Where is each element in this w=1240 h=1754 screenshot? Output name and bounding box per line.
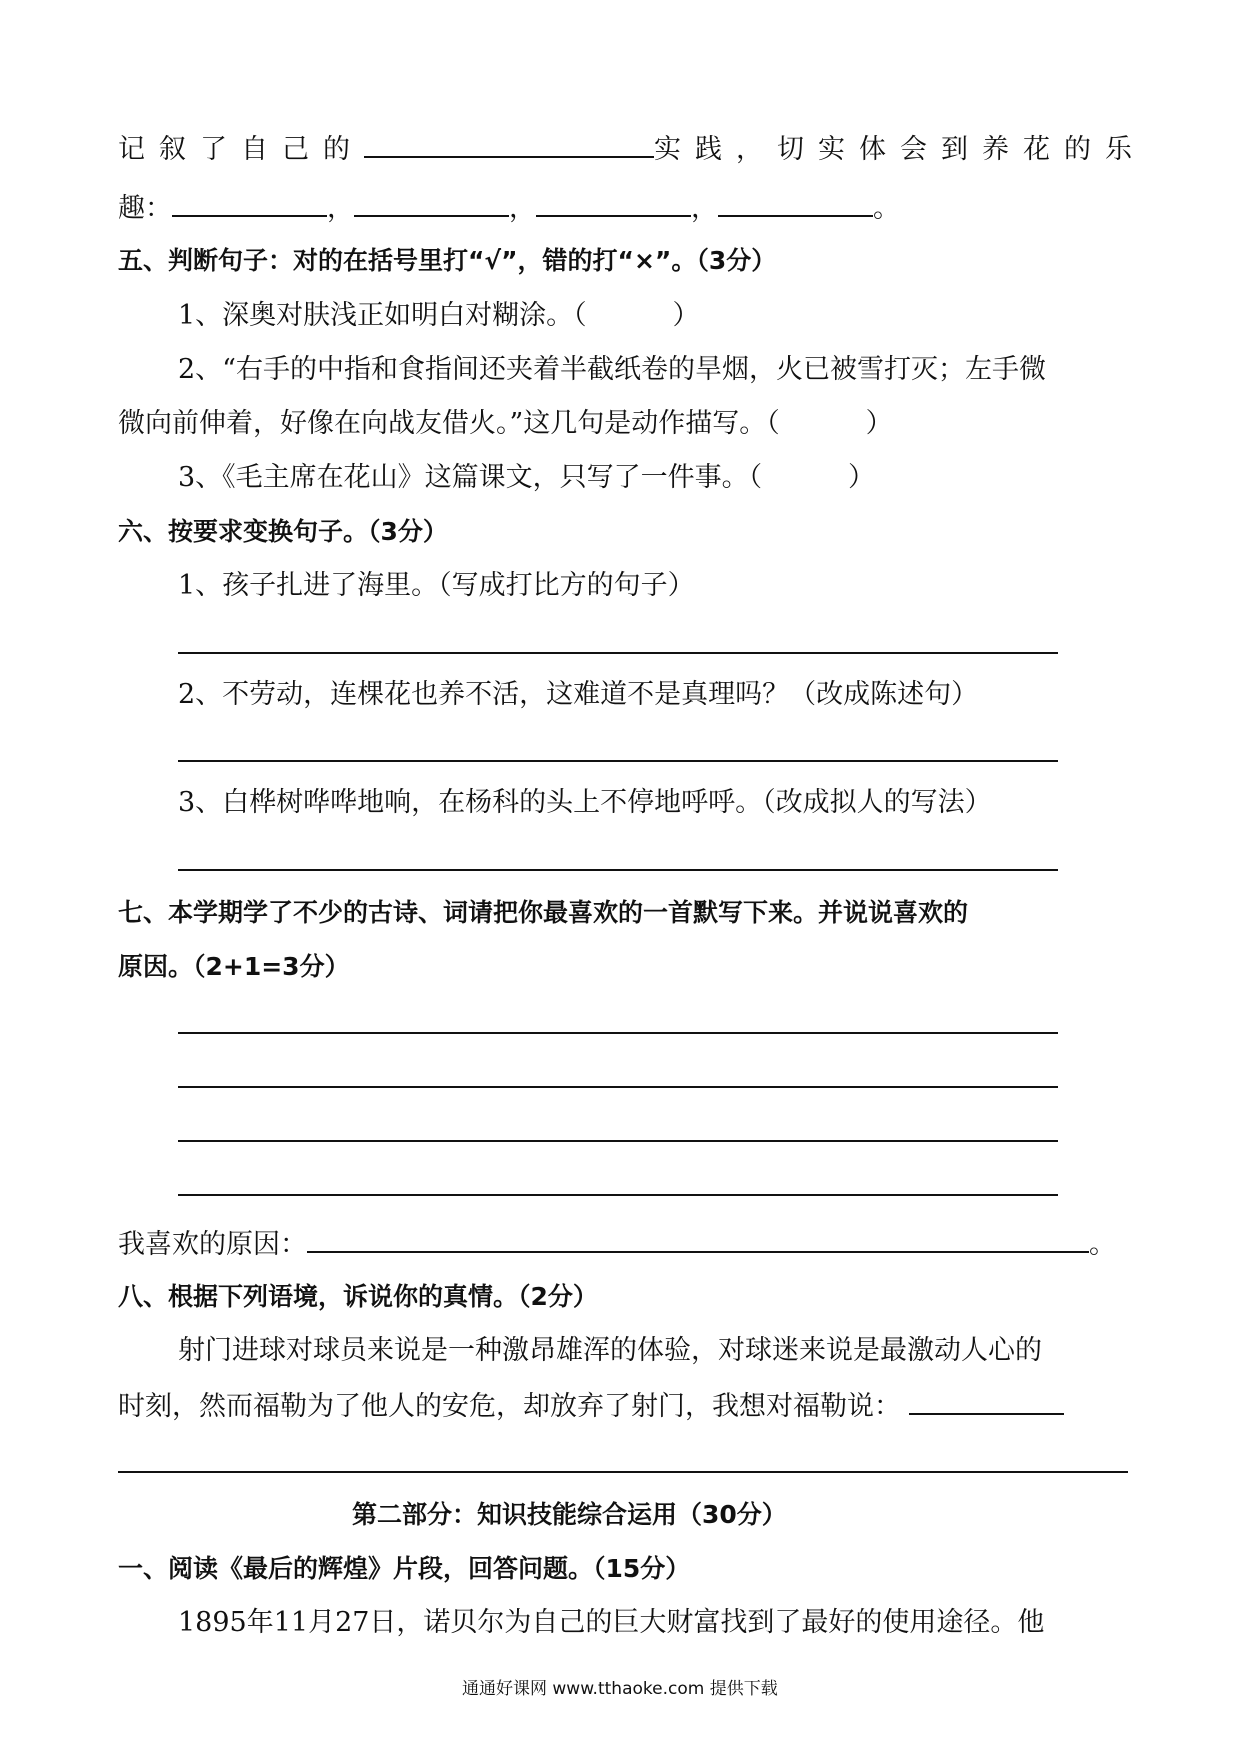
part-2-title: 第二部分：知识技能综合运用（30分） [352, 1500, 787, 1529]
comma: ， [327, 193, 354, 224]
fill-blank[interactable] [909, 1387, 1064, 1415]
question-5-1: 1、深奥对肤浅正如明白对糊涂。（ ） [178, 300, 700, 331]
fill-blank[interactable] [172, 189, 327, 217]
reading-passage: 1895年11月27日，诺贝尔为自己的巨大财富找到了最好的使用途径。他 [178, 1607, 1045, 1638]
answer-line[interactable] [178, 1194, 1058, 1196]
section-6-title: 六、按要求变换句子。（3分） [118, 517, 448, 546]
section-8-text-cont [118, 1387, 1064, 1425]
question-5-2-cont: 微向前伸着，好像在向战友借火。”这几句是动作描写。（ ） [118, 408, 893, 439]
section-5-title: 五、判断句子：对的在括号里打“√”，错的打“×”。（3分） [118, 246, 777, 275]
answer-line[interactable] [178, 760, 1058, 762]
section-8-text: 射门进球对球员来说是一种激昂雄浑的体验，对球迷来说是最激动人心的 [178, 1335, 1042, 1366]
answer-line[interactable] [178, 652, 1058, 654]
question-6-3: 3、白桦树哗哗地响，在杨科的头上不停地呼呼。（改成拟人的写法） [178, 787, 992, 818]
reason-label: 我喜欢的原因： [118, 1229, 307, 1260]
text-line [118, 130, 1146, 168]
fill-in-text: 记叙了自己的 [118, 134, 364, 165]
period: 。 [1089, 1229, 1116, 1260]
fill-blank[interactable] [354, 189, 509, 217]
answer-line[interactable] [178, 1086, 1058, 1088]
question-6-1: 1、孩子扎进了海里。（写成打比方的句子） [178, 570, 695, 601]
fill-blank[interactable] [364, 130, 654, 158]
page-footer: 通通好课网 www.tthaoke.com 提供下载 [462, 1679, 778, 1699]
comma: ， [509, 193, 536, 224]
question-6-2: 2、不劳动，连棵花也养不活，这难道不是真理吗？（改成陈述句） [178, 679, 979, 710]
section-7-title: 七、本学期学了不少的古诗、词请把你最喜欢的一首默写下来。并说说喜欢的 [118, 898, 969, 927]
reason-line [118, 1225, 1116, 1263]
period: 。 [873, 193, 900, 224]
question-5-2: 2、“右手的中指和食指间还夹着半截纸卷的旱烟，火已被雪打灭；左手微 [178, 354, 1046, 385]
text-line [118, 189, 900, 227]
answer-line[interactable] [178, 1032, 1058, 1034]
fill-blank[interactable] [307, 1225, 1089, 1253]
fill-in-text: 实践，切实体会到养花的乐 [654, 134, 1146, 165]
question-5-3: 3、《毛主席在花山》这篇课文，只写了一件事。（ ） [178, 462, 876, 493]
answer-line[interactable] [178, 869, 1058, 871]
fill-blank[interactable] [718, 189, 873, 217]
answer-line[interactable] [118, 1471, 1128, 1473]
answer-line[interactable] [178, 1140, 1058, 1142]
fill-in-text: 趣： [118, 193, 172, 224]
comma: ， [691, 193, 718, 224]
part-2-section-1-title: 一、阅读《最后的辉煌》片段，回答问题。（15分） [118, 1554, 691, 1583]
section-7-title-cont: 原因。（2+1=3分） [118, 952, 350, 981]
section-8-prompt: 时刻，然而福勒为了他人的安危，却放弃了射门，我想对福勒说： [118, 1391, 901, 1422]
fill-blank[interactable] [536, 189, 691, 217]
section-8-title: 八、根据下列语境，诉说你的真情。（2分） [118, 1282, 598, 1311]
